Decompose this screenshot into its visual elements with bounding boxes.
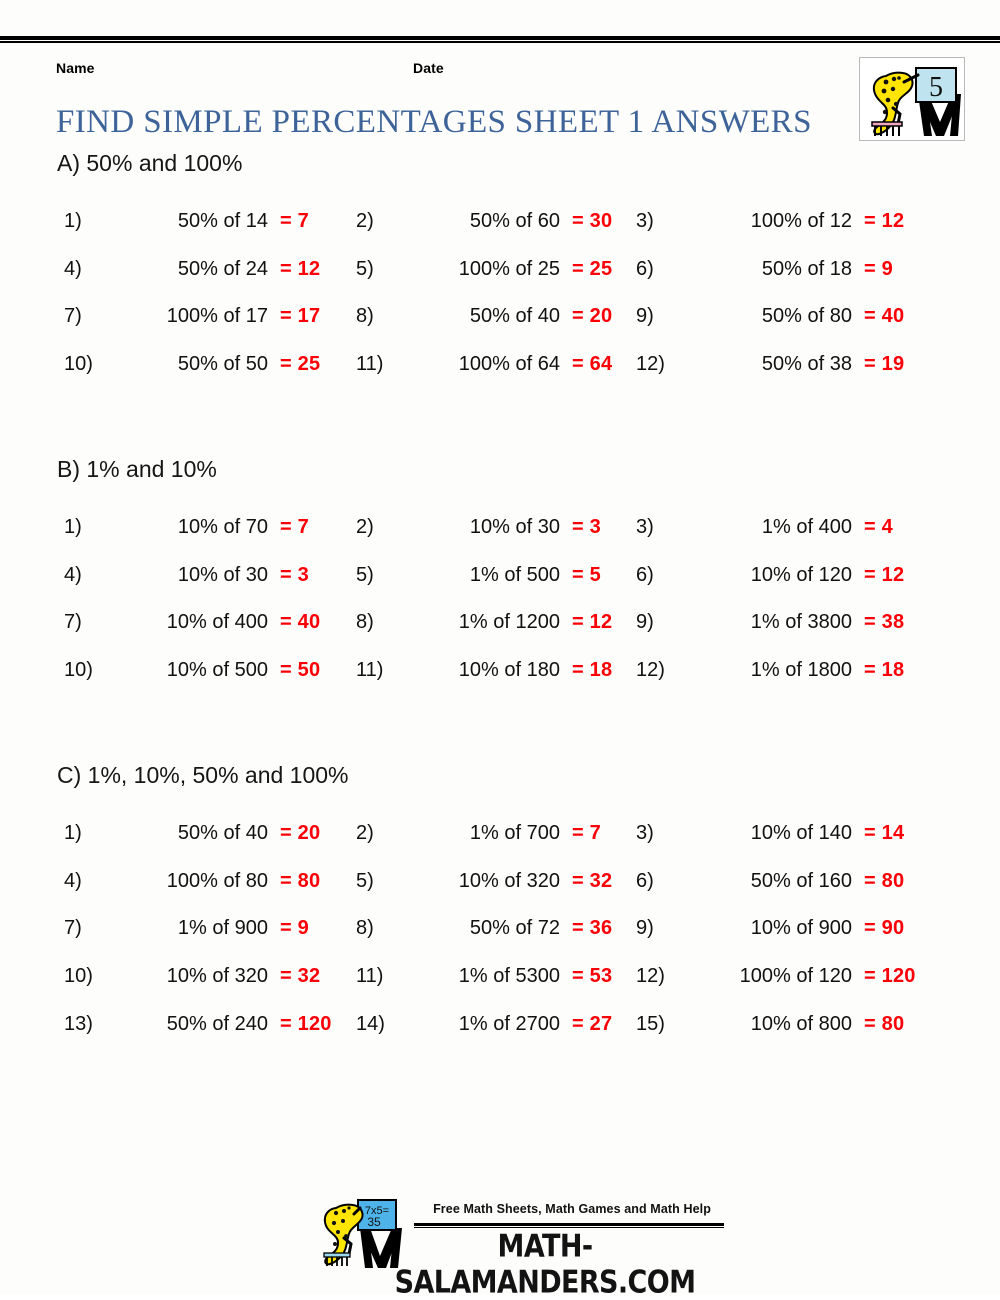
footer-board-top: 7x5= bbox=[364, 1205, 390, 1217]
question-expression: 50% of 160 bbox=[750, 869, 852, 892]
question-item bbox=[64, 341, 344, 389]
question-answer: = 9 bbox=[280, 917, 309, 940]
question-answer: = 7 bbox=[280, 210, 309, 233]
question-answer: = 120 bbox=[280, 1012, 332, 1035]
question-expression: 50% of 240 bbox=[166, 1012, 268, 1035]
question-item bbox=[64, 599, 344, 647]
footer-divider-thick bbox=[414, 1223, 724, 1226]
question-number: 7) bbox=[64, 611, 82, 634]
question-row bbox=[0, 341, 1000, 389]
question-answer: = 80 bbox=[280, 869, 321, 892]
question-item bbox=[64, 858, 344, 906]
question-expression: 50% of 40 bbox=[177, 822, 268, 845]
question-item bbox=[636, 293, 936, 341]
question-answer: = 80 bbox=[864, 869, 905, 892]
question-answer: = 53 bbox=[572, 965, 613, 988]
question-item bbox=[64, 810, 344, 858]
divider-bar-thin bbox=[0, 41, 1000, 43]
question-answer: = 38 bbox=[864, 611, 905, 634]
footer-board-bottom: 35 bbox=[367, 1215, 381, 1229]
question-expression: 1% of 900 bbox=[177, 917, 268, 940]
question-number: 10) bbox=[64, 965, 93, 988]
question-answer: = 12 bbox=[864, 563, 905, 586]
question-item bbox=[356, 504, 628, 552]
question-item bbox=[64, 246, 344, 294]
question-item bbox=[356, 293, 628, 341]
date-label: Date bbox=[413, 60, 444, 76]
question-answer: = 80 bbox=[864, 1012, 905, 1035]
question-answer: = 7 bbox=[572, 822, 601, 845]
question-number: 3) bbox=[636, 822, 654, 845]
question-number: 12) bbox=[636, 659, 665, 682]
question-expression: 50% of 60 bbox=[469, 210, 560, 233]
question-answer: = 25 bbox=[280, 353, 321, 376]
footer-tagline: Free Math Sheets, Math Games and Math Help bbox=[433, 1202, 711, 1216]
question-expression: 10% of 320 bbox=[166, 965, 268, 988]
page-title: FIND SIMPLE PERCENTAGES SHEET 1 ANSWERS bbox=[56, 104, 812, 140]
question-answer: = 50 bbox=[280, 659, 321, 682]
question-row bbox=[0, 293, 1000, 341]
question-answer: = 3 bbox=[572, 516, 601, 539]
question-expression: 100% of 25 bbox=[458, 257, 560, 280]
question-item bbox=[356, 810, 628, 858]
question-item bbox=[64, 293, 344, 341]
question-item bbox=[356, 905, 628, 953]
question-expression: 10% of 140 bbox=[750, 822, 852, 845]
question-number: 10) bbox=[64, 353, 93, 376]
question-expression: 100% of 120 bbox=[739, 965, 852, 988]
question-number: 13) bbox=[64, 1012, 93, 1035]
question-expression: 10% of 900 bbox=[750, 917, 852, 940]
question-item bbox=[64, 953, 344, 1001]
question-item bbox=[636, 341, 936, 389]
question-item bbox=[64, 1000, 344, 1048]
question-expression: 1% of 400 bbox=[761, 516, 852, 539]
question-expression: 10% of 120 bbox=[750, 563, 852, 586]
question-number: 12) bbox=[636, 353, 665, 376]
question-number: 11) bbox=[356, 353, 384, 376]
question-number: 5) bbox=[356, 563, 374, 586]
question-row bbox=[0, 504, 1000, 552]
question-expression: 10% of 70 bbox=[177, 516, 268, 539]
question-answer: = 3 bbox=[280, 563, 309, 586]
question-expression: 100% of 12 bbox=[750, 210, 852, 233]
question-expression: 10% of 180 bbox=[458, 659, 560, 682]
question-expression: 1% of 5300 bbox=[458, 965, 560, 988]
question-number: 6) bbox=[636, 563, 654, 586]
question-answer: = 9 bbox=[864, 257, 893, 280]
question-item bbox=[64, 905, 344, 953]
salamander-teacher-icon bbox=[860, 58, 964, 140]
question-expression: 10% of 500 bbox=[166, 659, 268, 682]
question-expression: 10% of 800 bbox=[750, 1012, 852, 1035]
question-number: 7) bbox=[64, 917, 82, 940]
section-a-rows bbox=[0, 198, 1000, 388]
footer bbox=[318, 1196, 722, 1300]
question-answer: = 64 bbox=[572, 353, 613, 376]
question-answer: = 17 bbox=[280, 305, 321, 328]
footer-brand: MATH-SALAMANDERS.COM bbox=[394, 1229, 696, 1300]
question-answer: = 40 bbox=[280, 611, 321, 634]
header-divider-rule bbox=[0, 36, 1000, 44]
question-expression: 1% of 1800 bbox=[750, 659, 852, 682]
question-answer: = 12 bbox=[572, 611, 613, 634]
question-number: 10) bbox=[64, 659, 93, 682]
question-number: 11) bbox=[356, 659, 384, 682]
question-item bbox=[356, 552, 628, 600]
question-number: 1) bbox=[64, 516, 82, 539]
question-number: 3) bbox=[636, 516, 654, 539]
question-row bbox=[0, 552, 1000, 600]
name-date-row bbox=[56, 60, 816, 80]
question-expression: 100% of 64 bbox=[458, 353, 560, 376]
section-c-rows bbox=[0, 810, 1000, 1048]
question-number: 6) bbox=[636, 257, 654, 280]
question-number: 4) bbox=[64, 563, 82, 586]
question-number: 8) bbox=[356, 611, 374, 634]
question-expression: 50% of 50 bbox=[177, 353, 268, 376]
question-answer: = 36 bbox=[572, 917, 613, 940]
question-item bbox=[636, 905, 936, 953]
question-answer: = 18 bbox=[864, 659, 905, 682]
question-number: 4) bbox=[64, 869, 82, 892]
question-expression: 50% of 38 bbox=[761, 353, 852, 376]
question-expression: 1% of 3800 bbox=[750, 611, 852, 634]
question-expression: 50% of 18 bbox=[761, 257, 852, 280]
question-answer: = 30 bbox=[572, 210, 613, 233]
question-answer: = 4 bbox=[864, 516, 893, 539]
question-number: 8) bbox=[356, 305, 374, 328]
name-label: Name bbox=[56, 60, 95, 76]
section-b-rows bbox=[0, 504, 1000, 694]
question-item bbox=[636, 246, 936, 294]
question-number: 2) bbox=[356, 822, 374, 845]
question-item bbox=[636, 198, 936, 246]
question-item bbox=[356, 246, 628, 294]
question-row bbox=[0, 905, 1000, 953]
question-answer: = 5 bbox=[572, 563, 601, 586]
question-expression: 10% of 30 bbox=[177, 563, 268, 586]
question-number: 9) bbox=[636, 611, 654, 634]
question-expression: 50% of 40 bbox=[469, 305, 560, 328]
question-expression: 1% of 700 bbox=[469, 822, 560, 845]
question-answer: = 25 bbox=[572, 257, 613, 280]
question-answer: = 32 bbox=[280, 965, 321, 988]
footer-desk bbox=[324, 1253, 350, 1266]
question-number: 7) bbox=[64, 305, 82, 328]
question-item bbox=[356, 1000, 628, 1048]
question-number: 4) bbox=[64, 257, 82, 280]
question-row bbox=[0, 1000, 1000, 1048]
question-expression: 100% of 80 bbox=[166, 869, 268, 892]
question-answer: = 7 bbox=[280, 516, 309, 539]
question-number: 3) bbox=[636, 210, 654, 233]
question-number: 12) bbox=[636, 965, 665, 988]
question-answer: = 19 bbox=[864, 353, 905, 376]
question-expression: 10% of 320 bbox=[458, 869, 560, 892]
question-answer: = 12 bbox=[864, 210, 905, 233]
question-number: 2) bbox=[356, 516, 374, 539]
question-number: 8) bbox=[356, 917, 374, 940]
question-number: 1) bbox=[64, 822, 82, 845]
question-number: 5) bbox=[356, 869, 374, 892]
question-item bbox=[356, 599, 628, 647]
question-item bbox=[636, 599, 936, 647]
section-c-heading: C) 1%, 10%, 50% and 100% bbox=[57, 762, 349, 788]
question-answer: = 90 bbox=[864, 917, 905, 940]
question-item bbox=[636, 552, 936, 600]
question-answer: = 120 bbox=[864, 965, 916, 988]
question-row bbox=[0, 810, 1000, 858]
question-expression: 50% of 80 bbox=[761, 305, 852, 328]
question-expression: 1% of 500 bbox=[469, 563, 560, 586]
question-expression: 10% of 400 bbox=[166, 611, 268, 634]
question-item bbox=[356, 647, 628, 695]
question-answer: = 14 bbox=[864, 822, 905, 845]
question-expression: 50% of 14 bbox=[177, 210, 268, 233]
question-answer: = 20 bbox=[572, 305, 613, 328]
question-expression: 10% of 30 bbox=[469, 516, 560, 539]
question-item bbox=[64, 647, 344, 695]
question-number: 2) bbox=[356, 210, 374, 233]
question-item bbox=[636, 953, 936, 1001]
footer-divider-thin bbox=[414, 1227, 724, 1228]
question-row bbox=[0, 246, 1000, 294]
question-item bbox=[636, 1000, 936, 1048]
question-row bbox=[0, 198, 1000, 246]
question-expression: 50% of 24 bbox=[177, 257, 268, 280]
question-number: 6) bbox=[636, 869, 654, 892]
question-row bbox=[0, 599, 1000, 647]
question-number: 11) bbox=[356, 965, 384, 988]
question-expression: 1% of 1200 bbox=[458, 611, 560, 634]
question-number: 1) bbox=[64, 210, 82, 233]
question-item bbox=[636, 647, 936, 695]
header-logo bbox=[859, 57, 965, 141]
question-number: 5) bbox=[356, 257, 374, 280]
question-item bbox=[356, 858, 628, 906]
section-b-heading: B) 1% and 10% bbox=[57, 456, 217, 482]
question-number: 15) bbox=[636, 1012, 665, 1035]
question-item bbox=[64, 198, 344, 246]
question-row bbox=[0, 858, 1000, 906]
question-row bbox=[0, 647, 1000, 695]
section-a-heading: A) 50% and 100% bbox=[57, 150, 243, 176]
question-item bbox=[636, 504, 936, 552]
question-row bbox=[0, 953, 1000, 1001]
question-item bbox=[636, 810, 936, 858]
question-expression: 100% of 17 bbox=[166, 305, 268, 328]
question-answer: = 27 bbox=[572, 1012, 613, 1035]
question-item bbox=[356, 341, 628, 389]
question-item bbox=[356, 198, 628, 246]
question-item bbox=[64, 552, 344, 600]
question-item bbox=[636, 858, 936, 906]
question-item bbox=[356, 953, 628, 1001]
question-expression: 1% of 2700 bbox=[458, 1012, 560, 1035]
question-answer: = 20 bbox=[280, 822, 321, 845]
question-item bbox=[64, 504, 344, 552]
question-number: 9) bbox=[636, 305, 654, 328]
question-answer: = 40 bbox=[864, 305, 905, 328]
question-expression: 50% of 72 bbox=[469, 917, 560, 940]
question-number: 9) bbox=[636, 917, 654, 940]
question-number: 14) bbox=[356, 1012, 385, 1035]
question-answer: = 32 bbox=[572, 869, 613, 892]
logo-board-number: 5 bbox=[929, 72, 943, 103]
question-answer: = 12 bbox=[280, 257, 321, 280]
question-answer: = 18 bbox=[572, 659, 613, 682]
